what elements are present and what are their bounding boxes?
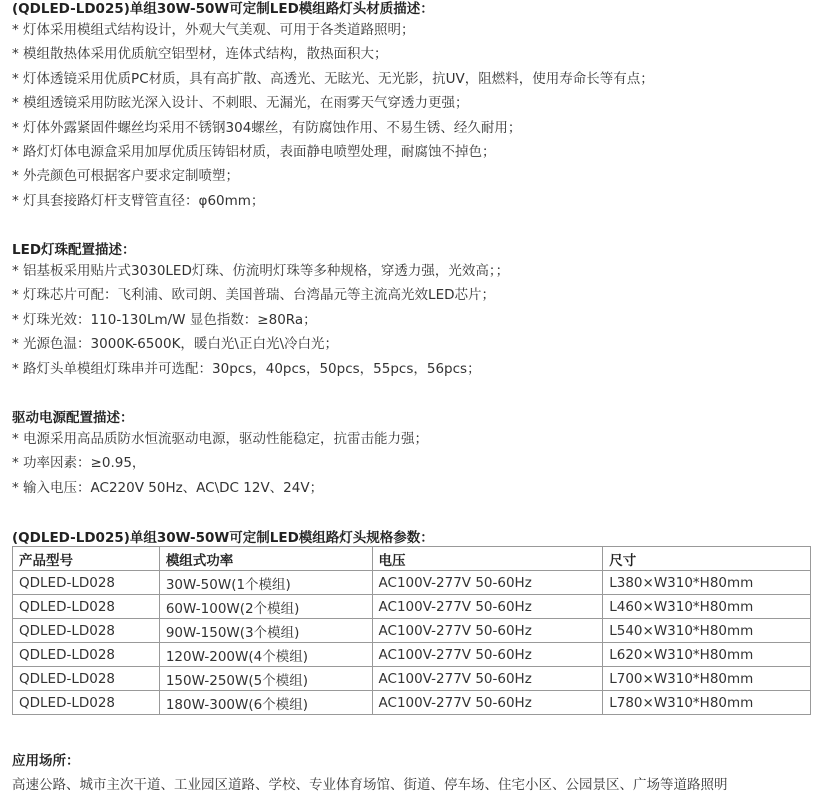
cell-power: 90W-150W(3个模组)	[159, 619, 372, 643]
spec-heading: (QDLED-LD025)单组30W-50W可定制LED模组路灯头规格参数：	[12, 530, 434, 546]
driver-heading: 驱动电源配置描述：	[12, 410, 134, 426]
material-list	[12, 18, 654, 213]
cell-model: QDLED-LD028	[13, 691, 160, 715]
cell-size: L700×W310*H80mm	[603, 667, 811, 691]
driver-list	[12, 427, 428, 500]
table-row	[13, 691, 811, 715]
spec-table	[12, 546, 811, 715]
column-header-power: 模组式功率	[159, 547, 372, 571]
cell-power: 30W-50W(1个模组)	[159, 571, 372, 595]
list-item: * 灯体采用模组式结构设计，外观大气美观、可用于各类道路照明；	[12, 18, 654, 42]
list-item: * 灯体透镜采用优质PC材质，具有高扩散、高透光、无眩光、无光影，抗UV，阻燃料，使用寿命长等有点；	[12, 67, 654, 91]
cell-model: QDLED-LD028	[13, 667, 160, 691]
list-item: * 输入电压：AC220V 50Hz、AC\DC 12V、24V；	[12, 476, 428, 500]
led-list	[12, 259, 509, 381]
list-item: * 功率因素：≥0.95，	[12, 451, 428, 475]
list-item: * 模组透镜采用防眩光深入设计、不刺眼、无漏光，在雨雾天气穿透力更强；	[12, 91, 654, 115]
list-item: * 灯珠光效：110-130Lm/W 显色指数：≥80Ra；	[12, 308, 509, 332]
list-item: * 灯珠芯片可配：飞利浦、欧司朗、美国普瑞、台湾晶元等主流高光效LED芯片；	[12, 283, 509, 307]
list-item: * 路灯头单模组灯珠串并可选配：30pcs，40pcs，50pcs，55pcs，56pcs；	[12, 357, 509, 381]
cell-model: QDLED-LD028	[13, 595, 160, 619]
cell-size: L460×W310*H80mm	[603, 595, 811, 619]
list-item: * 外壳颜色可根据客户要求定制喷塑；	[12, 164, 654, 188]
list-item: * 灯体外露紧固件螺丝均采用不锈钢304螺丝，有防腐蚀作用、不易生锈、经久耐用；	[12, 116, 654, 140]
column-header-size: 尺寸	[603, 547, 811, 571]
cell-power: 60W-100W(2个模组)	[159, 595, 372, 619]
table-row	[13, 571, 811, 595]
cell-voltage: AC100V-277V 50-60Hz	[372, 691, 603, 715]
list-item: * 光源色温：3000K-6500K，暖白光\正白光\冷白光；	[12, 332, 509, 356]
table-row	[13, 595, 811, 619]
cell-size: L780×W310*H80mm	[603, 691, 811, 715]
list-item: * 铝基板采用贴片式3030LED灯珠、仿流明灯珠等多种规格，穿透力强，光效高；；	[12, 259, 509, 283]
column-header-model: 产品型号	[13, 547, 160, 571]
cell-voltage: AC100V-277V 50-60Hz	[372, 595, 603, 619]
cell-power: 120W-200W(4个模组)	[159, 643, 372, 667]
table-header-row	[13, 547, 811, 571]
cell-power: 150W-250W(5个模组)	[159, 667, 372, 691]
cell-power: 180W-300W(6个模组)	[159, 691, 372, 715]
cell-model: QDLED-LD028	[13, 619, 160, 643]
list-item: * 灯具套接路灯杆支臂管直径：φ60mm；	[12, 189, 654, 213]
cell-size: L540×W310*H80mm	[603, 619, 811, 643]
cell-voltage: AC100V-277V 50-60Hz	[372, 643, 603, 667]
material-heading: (QDLED-LD025)单组30W-50W可定制LED模组路灯头材质描述：	[12, 1, 434, 17]
table-row	[13, 667, 811, 691]
cell-voltage: AC100V-277V 50-60Hz	[372, 667, 603, 691]
list-item: * 路灯灯体电源盒采用加厚优质压铸铝材质，表面静电喷塑处理，耐腐蚀不掉色；	[12, 140, 654, 164]
application-heading: 应用场所：	[12, 753, 80, 769]
cell-voltage: AC100V-277V 50-60Hz	[372, 571, 603, 595]
application-text: 高速公路、城市主次干道、工业园区道路、学校、专业体育场馆、街道、停车场、住宅小区、公园景区、广场等道路照明	[12, 777, 728, 793]
cell-size: L620×W310*H80mm	[603, 643, 811, 667]
column-header-voltage: 电压	[372, 547, 603, 571]
table-row	[13, 643, 811, 667]
led-heading: LED灯珠配置描述：	[12, 242, 136, 258]
list-item: * 模组散热体采用优质航空铝型材，连体式结构，散热面积大；	[12, 42, 654, 66]
list-item: * 电源采用高品质防水恒流驱动电源，驱动性能稳定，抗雷击能力强；	[12, 427, 428, 451]
table-row	[13, 619, 811, 643]
cell-model: QDLED-LD028	[13, 643, 160, 667]
cell-size: L380×W310*H80mm	[603, 571, 811, 595]
cell-model: QDLED-LD028	[13, 571, 160, 595]
cell-voltage: AC100V-277V 50-60Hz	[372, 619, 603, 643]
